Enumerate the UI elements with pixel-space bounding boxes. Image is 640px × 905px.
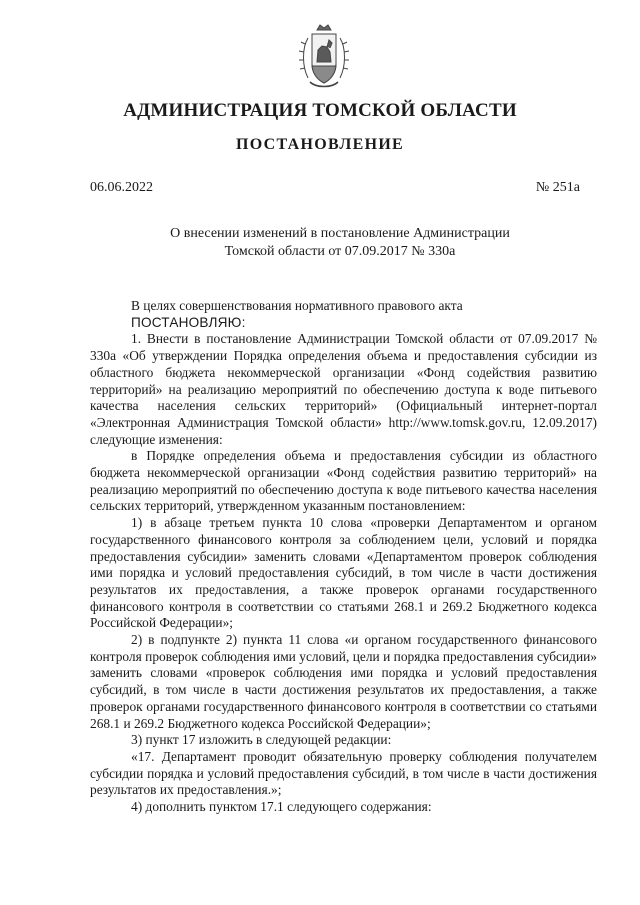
subject-line: Томской области от 07.09.2017 № 330а — [224, 244, 456, 259]
body-paragraph: 1) в абзаце третьем пункта 10 слова «проверки Департаментом и органом государственного финансового контроля за соблюдением цели, условий и порядка предоставления субсидии» заменить словами «Департаментом проверок соблюдения ими порядка и условий предоставления субсидий, в том числе в части достижения результатов их предоставления, а также проверок органами государственного финансового контроля в соответствии со статьями 268.1 и 269.2 Бюджетного кодекса Российской Федерации»; — [90, 515, 597, 631]
body-paragraph: «17. Департамент проводит обязательную проверку соблюдения получателем субсидии порядка и условий предоставления субсидий, в том числе в части достижения результатов их предоставления.»; — [90, 748, 597, 798]
subject-line: О внесении изменений в постановление Администрации — [170, 226, 510, 241]
document-date: 06.06.2022 — [90, 180, 153, 195]
resolution-keyword: ПОСТАНОВЛЯЮ: — [131, 314, 246, 330]
body-paragraph: В целях совершенствования нормативного правового акта — [131, 298, 463, 313]
document-subject — [120, 225, 560, 261]
body-paragraph: 2) в подпункте 2) пункта 11 слова «и органом государственного финансового контроля проверок соблюдения ими условий, цели и порядка предоставления субсидии» заменить словами «проверок соблюдения ими порядка и условий предоставления субсидий, в том числе в части достижения результатов их предоставления, а также проверок органами государственного финансового контроля в соответствии со статьями 268.1 и 269.2 Бюджетного кодекса Российской Федерации»; — [90, 632, 597, 731]
document-type-title: ПОСТАНОВЛЕНИЕ — [235, 136, 405, 153]
body-paragraph: 4) дополнить пунктом 17.1 следующего содержания: — [131, 799, 432, 815]
document-body — [90, 298, 597, 816]
body-paragraph: 1. Внести в постановление Администрации Томской области от 07.09.2017 № 330а «Об утверждении Порядка определения объема и предоставления субсидии из областного бюджета некоммерческой организации «Фонд содействия развитию территорий» на реализацию мероприятий по обеспечению доступа к воде питьевого качества населения сельских территорий» (Официальный интернет-портал «Электронная Администрация Томской области» http://www.tomsk.gov.ru, 12.09.2017) следующие изменения: — [90, 331, 597, 447]
organization-title: АДМИНИСТРАЦИЯ ТОМСКОЙ ОБЛАСТИ — [123, 100, 517, 121]
body-paragraph: 3) пункт 17 изложить в следующей редакции: — [131, 732, 392, 748]
document-number: № 251а — [535, 180, 580, 195]
body-paragraph: в Порядке определения объема и предоставления субсидии из областного бюджета некоммерческой организации «Фонд содействия развитию территорий» на реализацию мероприятий по обеспечению доступа к воде питьевого качества населения сельских территорий, утвержденном указанным постановлением: — [90, 448, 597, 514]
coat-of-arms-icon — [296, 22, 352, 90]
